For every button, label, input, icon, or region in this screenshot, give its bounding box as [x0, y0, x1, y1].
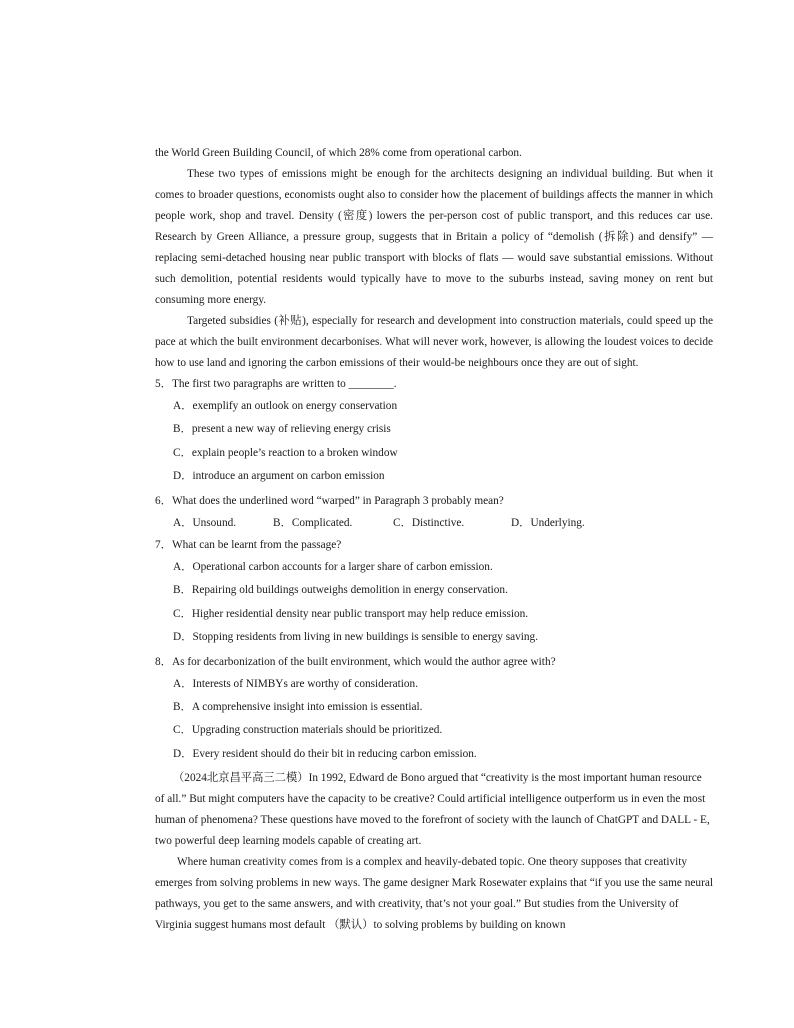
question-5-option-a: A．exemplify an outlook on energy conservation: [173, 400, 398, 412]
passage2-paragraph-2: Where human creativity comes from is a complex and heavily-debated topic. One theory supposes that creativity emerges from solving problems in new ways. The game designer Mark Rosewater explains that “if you use the same neural pathways, you get to the same answers, and with creativity, that’s not your goal.” But studies from the University of Virginia suggest humans most default （默认）to solving problems by building on known: [155, 856, 713, 932]
question-8-option-d: D．Every resident should do their bit in reducing carbon emission.: [173, 747, 477, 760]
question-6-option-b: B．Complicated.: [273, 516, 353, 529]
question-5-option-c: C．explain people’s reaction to a broken window: [173, 446, 398, 459]
question-6-option-c: C．Distinctive.: [393, 516, 465, 529]
question-7-option-c: C．Higher residential density near public transport may help reduce emission.: [173, 607, 529, 620]
question-5-option-b: B．present a new way of relieving energy crisis: [173, 423, 391, 436]
document-page: [155, 143, 713, 936]
passage1-paragraph-3: Targeted subsidies (补贴), especially for research and development into construction materials, could speed up the pace at which the built environment decarbonises. What will never work, however, is allowing the loudest voices to decide how to use land and ignoring the carbon emissions of their would-be neighbours once they are out of sight.: [155, 315, 713, 369]
question-8-option-a: A．Interests of NIMBYs are worthy of consideration.: [173, 677, 419, 690]
question-7-option-a: A．Operational carbon accounts for a larger share of carbon emission.: [173, 561, 493, 574]
question-8-option-c: C．Upgrading construction materials should be prioritized.: [173, 724, 443, 737]
question-5-option-d: D．introduce an argument on carbon emission: [173, 470, 385, 483]
question-8: [155, 652, 713, 767]
question-6-option-d: D．Underlying.: [511, 516, 585, 529]
question-5: [155, 374, 713, 489]
passage1-line: the World Green Building Council, of which 28% come from operational carbon.: [155, 147, 522, 159]
question-7-option-d: D．Stopping residents from living in new buildings is sensible to energy saving.: [173, 631, 539, 644]
passage1-paragraph-2: These two types of emissions might be enough for the architects designing an individual building. But when it comes to broader questions, economists ought also to consider how the placement of buildings affects the manner in which people work, shop and travel. Density (密度) lowers the per-person cost of public transport, and this reduces car use. Research by Green Alliance, a pressure group, suggests that in Britain a policy of “demolish (拆除) and densify” — replacing semi-detached housing near public transport with blocks of flats — would save substantial emissions. Without such demolition, potential residents would typically have to move to the suburbs instead, saving money on rent but consuming more energy.: [155, 168, 713, 306]
question-6: [155, 491, 713, 535]
question-7: [155, 535, 713, 650]
question-8-stem: 8．As for decarbonization of the built environment, which would the author agree with?: [155, 655, 556, 668]
question-8-option-b: B．A comprehensive insight into emission is essential.: [173, 701, 423, 714]
question-6-option-a: A．Unsound.: [173, 516, 237, 529]
passage2-paragraph-1: （2024北京昌平高三二模）In 1992, Edward de Bono argued that “creativity is the most important human resource of all.” But might computers have the capacity to be creative? Could artificial intelligence outperform us in even the most human of phenomena? These questions have moved to the forefront of society with the launch of ChatGPT and DALL - E, two powerful deep learning models capable of creating art.: [155, 772, 710, 848]
question-6-options: [155, 512, 713, 535]
question-7-option-b: B．Repairing old buildings outweighs demolition in energy conservation.: [173, 584, 508, 597]
question-7-stem: 7．What can be learnt from the passage?: [155, 539, 342, 552]
question-5-stem: 5．The first two paragraphs are written to ________.: [155, 378, 397, 390]
question-6-stem: 6．What does the underlined word “warped” in Paragraph 3 probably mean?: [155, 494, 504, 507]
